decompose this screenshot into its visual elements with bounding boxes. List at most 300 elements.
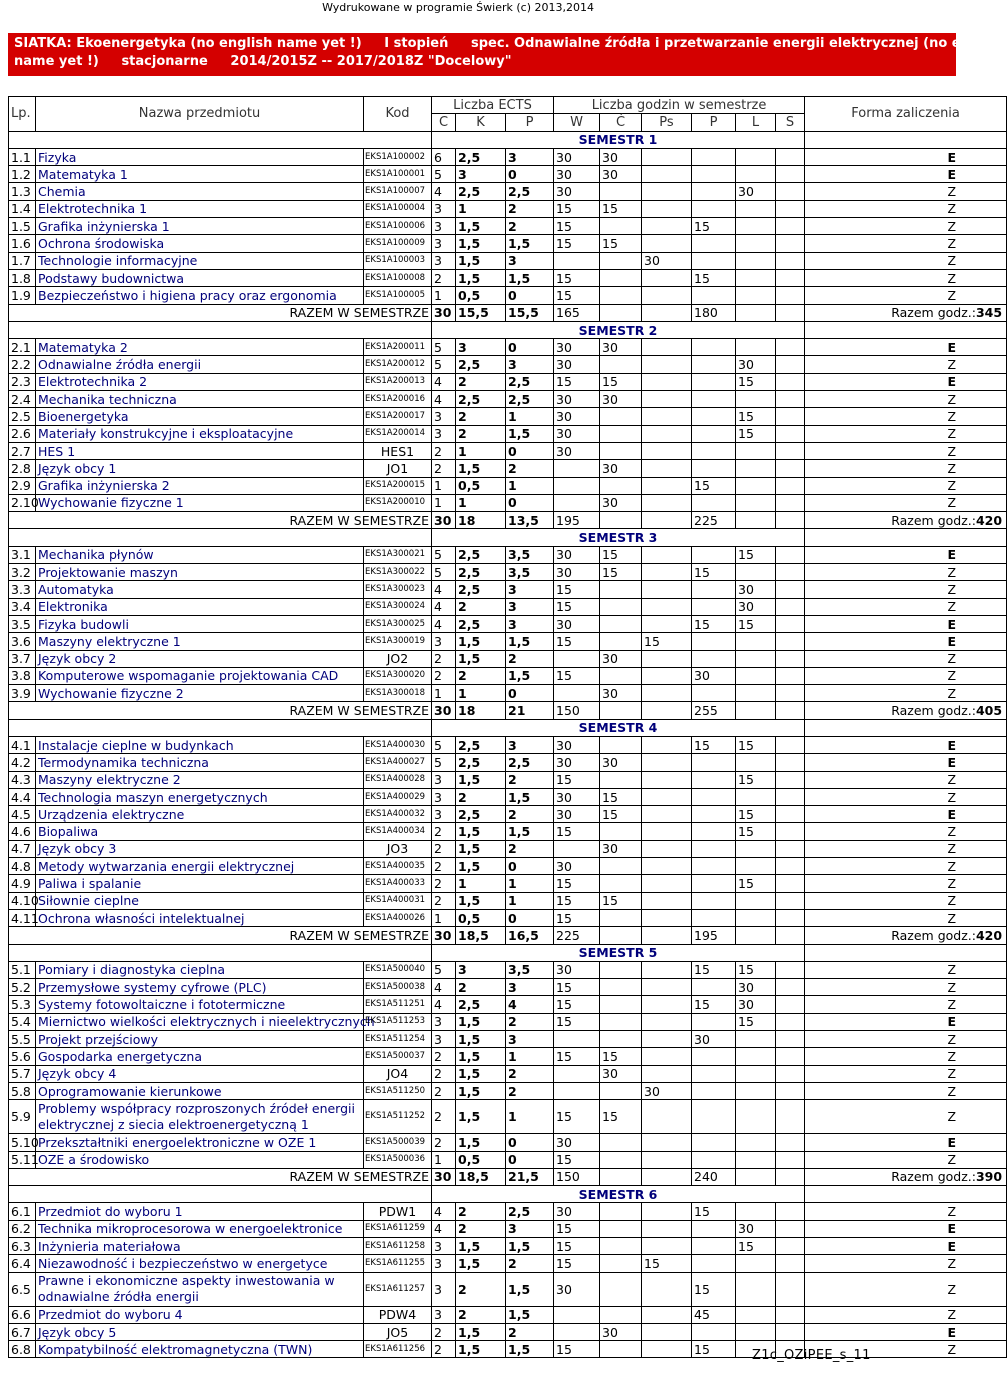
hours-cw: 30 [600, 460, 642, 477]
course-code: EKS1A511252 [364, 1100, 432, 1134]
table-row [9, 892, 1007, 909]
course-lp: 2.1 [9, 339, 36, 356]
col-form: Forma zaliczenia [805, 97, 1007, 132]
ects-k: 2,5 [456, 148, 506, 165]
summary-pr: 195 [692, 927, 736, 944]
hours-pr [692, 840, 736, 857]
hours-l: 30 [736, 996, 776, 1013]
table-row [9, 148, 1007, 165]
hours-pr: 15 [692, 615, 736, 632]
blank-cell [805, 1186, 1007, 1203]
ects-p: 0 [506, 442, 554, 459]
hours-pr [692, 1220, 736, 1237]
ects-k: 2,5 [456, 546, 506, 563]
ects-k: 1,5 [456, 1082, 506, 1099]
ects-p: 2 [506, 771, 554, 788]
hours-ps: 30 [642, 252, 692, 269]
course-form: Z [805, 494, 1007, 511]
table-row [9, 356, 1007, 373]
summary-c: 30 [432, 1168, 456, 1185]
ects-p: 1,5 [506, 235, 554, 252]
ects-k: 2 [456, 979, 506, 996]
ects-p: 2 [506, 806, 554, 823]
ects-c: 5 [432, 961, 456, 978]
summary-ps [642, 1168, 692, 1185]
hours-l [736, 1082, 776, 1099]
course-lp: 4.7 [9, 840, 36, 857]
course-code: EKS1A100005 [364, 287, 432, 304]
course-lp: 6.2 [9, 1220, 36, 1237]
course-code: EKS1A400027 [364, 754, 432, 771]
blank-cell [9, 529, 432, 546]
col-code: Kod [364, 97, 432, 132]
hours-cw: 30 [600, 148, 642, 165]
ects-k: 2 [456, 408, 506, 425]
hours-s [776, 875, 805, 892]
ects-p: 2 [506, 1013, 554, 1030]
hours-s [776, 218, 805, 235]
course-lp: 5.11 [9, 1151, 36, 1168]
blank-cell [9, 1186, 432, 1203]
course-form: E [805, 1323, 1007, 1340]
ects-k: 1,5 [456, 823, 506, 840]
hours-l [736, 650, 776, 667]
hours-ps [642, 979, 692, 996]
course-lp: 6.1 [9, 1203, 36, 1220]
course-form: Z [805, 1151, 1007, 1168]
course-form: Z [805, 1255, 1007, 1272]
hours-s [776, 685, 805, 702]
table-row [9, 1238, 1007, 1255]
hours-cw: 30 [600, 166, 642, 183]
course-lp: 3.7 [9, 650, 36, 667]
ects-k: 1,5 [456, 1134, 506, 1151]
hours-w: 15 [554, 269, 600, 286]
hours-pr [692, 1048, 736, 1065]
ects-p: 0 [506, 1151, 554, 1168]
ects-c: 1 [432, 685, 456, 702]
ects-k: 3 [456, 961, 506, 978]
blank-cell [805, 131, 1007, 148]
semester-title: SEMESTR 3 [432, 529, 805, 546]
course-lp: 3.5 [9, 615, 36, 632]
hours-pr [692, 1065, 736, 1082]
hours-l: 15 [736, 961, 776, 978]
hours-cw [600, 408, 642, 425]
ects-c: 3 [432, 1031, 456, 1048]
summary-total-label: Razem godz.: [891, 1169, 976, 1185]
ects-k: 3 [456, 339, 506, 356]
hours-ps [642, 218, 692, 235]
hours-pr [692, 909, 736, 926]
course-lp: 5.3 [9, 996, 36, 1013]
hours-ps [642, 1151, 692, 1168]
ects-c: 3 [432, 806, 456, 823]
course-code: EKS1A200013 [364, 373, 432, 390]
ects-k: 1,5 [456, 1255, 506, 1272]
hours-s [776, 252, 805, 269]
table-row [9, 1048, 1007, 1065]
hours-ps [642, 1272, 692, 1306]
ects-p: 2,5 [506, 1203, 554, 1220]
course-form: E [805, 806, 1007, 823]
hours-s [776, 339, 805, 356]
hours-s [776, 1151, 805, 1168]
course-code: JO1 [364, 460, 432, 477]
hours-ps [642, 823, 692, 840]
hours-w: 30 [554, 806, 600, 823]
ects-p: 1,5 [506, 667, 554, 684]
hours-cw [600, 667, 642, 684]
summary-total-value: 390 [975, 1169, 1003, 1185]
course-lp: 2.5 [9, 408, 36, 425]
hours-l: 15 [736, 546, 776, 563]
course-code: EKS1A100004 [364, 200, 432, 217]
course-name: Siłownie cieplne [36, 892, 364, 909]
col-sub: P [692, 114, 736, 131]
ects-p: 1,5 [506, 1306, 554, 1323]
hours-l [736, 1151, 776, 1168]
hours-cw [600, 1203, 642, 1220]
hours-pr [692, 425, 736, 442]
ects-c: 2 [432, 1134, 456, 1151]
table-row [9, 1065, 1007, 1082]
course-form: Z [805, 477, 1007, 494]
summary-label: RAZEM W SEMESTRZE [9, 512, 432, 529]
table-row [9, 269, 1007, 286]
hours-cw: 30 [600, 391, 642, 408]
hours-ps [642, 736, 692, 753]
hours-w: 15 [554, 771, 600, 788]
hours-cw [600, 183, 642, 200]
hours-ps [642, 200, 692, 217]
course-code: EKS1A511250 [364, 1082, 432, 1099]
hours-pr [692, 166, 736, 183]
summary-k: 18 [456, 702, 506, 719]
hours-s [776, 771, 805, 788]
table-row [9, 823, 1007, 840]
summary-w: 150 [554, 702, 600, 719]
hours-ps [642, 373, 692, 390]
hours-cw: 15 [600, 373, 642, 390]
ects-c: 4 [432, 581, 456, 598]
summary-total [805, 927, 1007, 944]
table-row [9, 736, 1007, 753]
hours-w: 15 [554, 892, 600, 909]
course-form: Z [805, 823, 1007, 840]
ects-k: 1 [456, 685, 506, 702]
hours-cw [600, 356, 642, 373]
course-form: Z [805, 460, 1007, 477]
ects-k: 1,5 [456, 1048, 506, 1065]
course-lp: 2.9 [9, 477, 36, 494]
course-form: Z [805, 1100, 1007, 1134]
ects-c: 3 [432, 633, 456, 650]
hours-s [776, 442, 805, 459]
hours-s [776, 1031, 805, 1048]
course-name: OZE a środowisko [36, 1151, 364, 1168]
hours-s [776, 1220, 805, 1237]
hours-s [776, 460, 805, 477]
course-name: Fizyka [36, 148, 364, 165]
ects-k: 2 [456, 425, 506, 442]
course-code: EKS1A300020 [364, 667, 432, 684]
summary-total-value: 345 [975, 305, 1003, 321]
table-row [9, 252, 1007, 269]
semester-summary-row [9, 512, 1007, 529]
hours-w: 15 [554, 1100, 600, 1134]
ects-c: 3 [432, 1238, 456, 1255]
ects-k: 1,5 [456, 840, 506, 857]
hours-l [736, 1100, 776, 1134]
hours-l [736, 148, 776, 165]
course-form: E [805, 1238, 1007, 1255]
hours-s [776, 1255, 805, 1272]
hours-ps [642, 581, 692, 598]
hours-ps [642, 892, 692, 909]
hours-ps: 30 [642, 1082, 692, 1099]
ects-p: 1 [506, 1048, 554, 1065]
course-code: EKS1A200015 [364, 477, 432, 494]
course-form: E [805, 736, 1007, 753]
hours-cw [600, 1341, 642, 1358]
blank-cell [805, 944, 1007, 961]
course-name: Termodynamika techniczna [36, 754, 364, 771]
table-row [9, 1031, 1007, 1048]
course-code: EKS1A100008 [364, 269, 432, 286]
hours-w [554, 1031, 600, 1048]
hours-s [776, 909, 805, 926]
hours-l [736, 667, 776, 684]
curriculum-header [8, 33, 1006, 76]
hours-cw [600, 771, 642, 788]
hours-w: 15 [554, 1013, 600, 1030]
course-form: Z [805, 909, 1007, 926]
hours-w: 15 [554, 1341, 600, 1358]
table-row [9, 996, 1007, 1013]
hours-pr [692, 806, 736, 823]
course-form: Z [805, 252, 1007, 269]
hours-w: 30 [554, 564, 600, 581]
hours-pr [692, 633, 736, 650]
ects-k: 2,5 [456, 183, 506, 200]
summary-cw [600, 304, 642, 321]
ects-c: 5 [432, 564, 456, 581]
ects-p: 2 [506, 460, 554, 477]
course-code: EKS1A200010 [364, 494, 432, 511]
course-form: Z [805, 858, 1007, 875]
table-row [9, 1013, 1007, 1030]
hours-w: 30 [554, 183, 600, 200]
summary-total-label: Razem godz.: [891, 703, 976, 719]
course-form: Z [805, 961, 1007, 978]
table-row [9, 460, 1007, 477]
hours-w [554, 1306, 600, 1323]
hours-l [736, 442, 776, 459]
ects-p: 1,5 [506, 633, 554, 650]
col-sub: K [456, 114, 506, 131]
col-sub: Ć [600, 114, 642, 131]
blank-cell [9, 131, 432, 148]
hours-cw [600, 218, 642, 235]
hours-l [736, 685, 776, 702]
hours-s [776, 356, 805, 373]
hours-l: 30 [736, 356, 776, 373]
course-name: Automatyka [36, 581, 364, 598]
summary-c: 30 [432, 702, 456, 719]
course-lp: 5.5 [9, 1031, 36, 1048]
course-name: HES 1 [36, 442, 364, 459]
summary-c: 30 [432, 927, 456, 944]
hours-ps [642, 1220, 692, 1237]
course-name: Problemy współpracy rozproszonych źródeł energii elektrycznej z siecia elektroenergetyczną 1 [36, 1100, 364, 1134]
ects-c: 2 [432, 892, 456, 909]
hours-l [736, 1031, 776, 1048]
hours-w: 30 [554, 148, 600, 165]
hours-s [776, 598, 805, 615]
hours-pr: 15 [692, 961, 736, 978]
course-code: EKS1A500038 [364, 979, 432, 996]
course-name: Mechanika płynów [36, 546, 364, 563]
hours-w [554, 1323, 600, 1340]
header-line-1: SIATKA: Ekoenergetyka (no english name yet !) I stopień spec. Odnawialne źródła i przetwarzanie energii elektrycznej (no english [14, 36, 1006, 51]
hours-ps [642, 840, 692, 857]
course-form: Z [805, 771, 1007, 788]
table-row [9, 166, 1007, 183]
hours-s [776, 235, 805, 252]
semester-title-row [9, 719, 1007, 736]
course-code: EKS1A100009 [364, 235, 432, 252]
summary-ps [642, 702, 692, 719]
hours-ps [642, 1341, 692, 1358]
ects-c: 2 [432, 269, 456, 286]
course-lp: 1.3 [9, 183, 36, 200]
ects-k: 1,5 [456, 1013, 506, 1030]
course-form: Z [805, 391, 1007, 408]
ects-c: 2 [432, 1341, 456, 1358]
hours-l [736, 1272, 776, 1306]
course-lp: 3.2 [9, 564, 36, 581]
ects-c: 4 [432, 373, 456, 390]
semester-title: SEMESTR 6 [432, 1186, 805, 1203]
hours-ps [642, 685, 692, 702]
hours-l [736, 252, 776, 269]
ects-k: 1,5 [456, 1323, 506, 1340]
hours-w: 15 [554, 909, 600, 926]
summary-total-value: 420 [975, 927, 1003, 943]
course-code: EKS1A300022 [364, 564, 432, 581]
course-lp: 5.9 [9, 1100, 36, 1134]
hours-cw: 30 [600, 650, 642, 667]
course-code: EKS1A200012 [364, 356, 432, 373]
hours-l: 15 [736, 1238, 776, 1255]
col-ects: Liczba ECTS [432, 97, 554, 114]
hours-ps [642, 408, 692, 425]
course-name: Podstawy budownictwa [36, 269, 364, 286]
hours-w: 30 [554, 166, 600, 183]
course-lp: 5.6 [9, 1048, 36, 1065]
course-name: Projektowanie maszyn [36, 564, 364, 581]
summary-p: 16,5 [506, 927, 554, 944]
hours-pr: 15 [692, 218, 736, 235]
hours-w: 15 [554, 200, 600, 217]
ects-p: 3 [506, 615, 554, 632]
course-code: EKS1A100003 [364, 252, 432, 269]
course-form: Z [805, 1306, 1007, 1323]
hours-s [776, 979, 805, 996]
summary-ps [642, 512, 692, 529]
course-code: JO2 [364, 650, 432, 667]
course-name: Oprogramowanie kierunkowe [36, 1082, 364, 1099]
course-name: Urządzenia elektryczne [36, 806, 364, 823]
summary-c: 30 [432, 512, 456, 529]
hours-l: 15 [736, 425, 776, 442]
hours-ps [642, 148, 692, 165]
course-code: EKS1A500036 [364, 1151, 432, 1168]
hours-ps [642, 806, 692, 823]
hours-cw [600, 1013, 642, 1030]
course-name: Wychowanie fizyczne 1 [36, 494, 364, 511]
hours-cw [600, 1031, 642, 1048]
course-code: EKS1A400026 [364, 909, 432, 926]
ects-p: 2 [506, 1082, 554, 1099]
ects-c: 3 [432, 771, 456, 788]
hours-ps [642, 771, 692, 788]
hours-pr [692, 252, 736, 269]
hours-ps [642, 909, 692, 926]
course-name: Paliwa i spalanie [36, 875, 364, 892]
course-lp: 4.11 [9, 909, 36, 926]
hours-l [736, 892, 776, 909]
col-sub: P [506, 114, 554, 131]
ects-c: 4 [432, 183, 456, 200]
ects-p: 3,5 [506, 564, 554, 581]
table-row [9, 1082, 1007, 1099]
course-form: Z [805, 1203, 1007, 1220]
course-name: Bezpieczeństwo i higiena pracy oraz ergonomia [36, 287, 364, 304]
course-code: EKS1A500037 [364, 1048, 432, 1065]
hours-cw [600, 287, 642, 304]
course-lp: 2.7 [9, 442, 36, 459]
hours-s [776, 1048, 805, 1065]
course-name: Mechanika techniczna [36, 391, 364, 408]
hours-pr [692, 788, 736, 805]
ects-c: 6 [432, 148, 456, 165]
hours-l [736, 494, 776, 511]
course-code: EKS1A100006 [364, 218, 432, 235]
hours-w: 30 [554, 858, 600, 875]
ects-p: 2,5 [506, 754, 554, 771]
hours-pr [692, 892, 736, 909]
course-code: JO4 [364, 1065, 432, 1082]
hours-l [736, 269, 776, 286]
hours-ps [642, 875, 692, 892]
course-code: EKS1A611259 [364, 1220, 432, 1237]
hours-l [736, 391, 776, 408]
table-row [9, 615, 1007, 632]
table-row [9, 442, 1007, 459]
hours-s [776, 1100, 805, 1134]
course-form: E [805, 373, 1007, 390]
summary-pr: 180 [692, 304, 736, 321]
ects-p: 3 [506, 1031, 554, 1048]
course-lp: 5.10 [9, 1134, 36, 1151]
hours-w: 15 [554, 875, 600, 892]
summary-total [805, 512, 1007, 529]
ects-p: 1,5 [506, 269, 554, 286]
hours-l [736, 166, 776, 183]
course-code: EKS1A200017 [364, 408, 432, 425]
